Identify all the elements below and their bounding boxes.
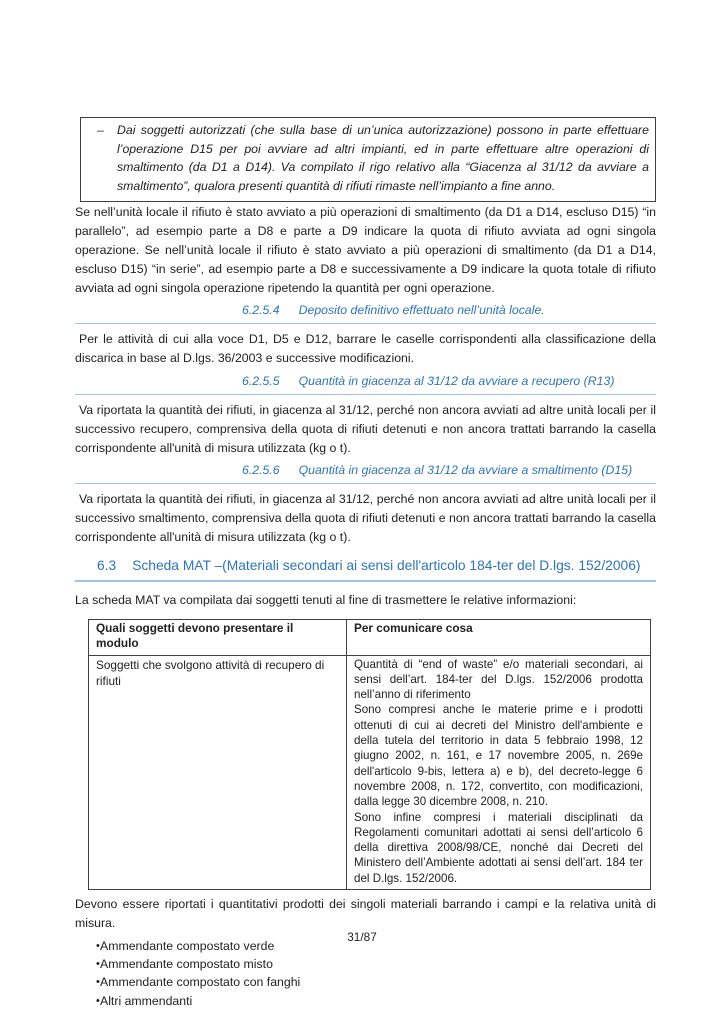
bullet-icon: • <box>96 957 100 970</box>
paragraph-deposito-definitivo: Per le attività di cui alla voce D1, D5 e D12, barrare le caselle corrispondenti alla classificazione della discarica in base al D.lgs. 36/2003 e successive modificazioni. <box>75 332 656 366</box>
list-item-label: Ammendante compostato misto <box>100 956 273 971</box>
what-paragraph-infine: Sono infine compresi i materiali disciplinati da Regolamenti comunitari adottati ai sensi dell’articolo 6 della direttiva 2008/98/CE, nonché dai Decreti del Ministero dell’Ambiente adottati ai sensi dell’art. 184 ter del D.lgs. 152/2006. <box>354 810 643 885</box>
heading-title: Quantità in giacenza al 31/12 da avviare a smaltimento (D15) <box>298 463 633 478</box>
bullet-icon: • <box>96 976 100 989</box>
heading-6-2-5-6 <box>75 462 656 484</box>
heading-6-2-5-4 <box>75 302 656 324</box>
heading-6-2-5-5 <box>75 373 656 395</box>
heading-title: Deposito definitivo effettuato nell’unità locale. <box>298 303 545 318</box>
note-box-text: Dai soggetti autorizzati (che sulla base di un’unica autorizzazione) possono in parte effettuare l’operazione D15 per poi avviare ad altri impianti, ed in parte effettuare altre operazioni di smaltimento (da D1 a D14). Va compilato il rigo relativo alla “Giacenza al 31/12 da avviare a smaltimento”, qualora presenti quantità di rifiuti rimaste nell’impianto a fine anno. <box>117 123 649 193</box>
table-header-soggetti: Quali soggetti devono presentare il modulo <box>89 619 347 655</box>
heading-number: 6.2.5.6 <box>242 463 280 478</box>
paragraph-scheda-mat-intro: La scheda MAT va compilata dai soggetti tenuti al fine di trasmettere le relative informazioni: <box>75 592 577 607</box>
page-number: 31/87 <box>347 930 377 944</box>
page-content <box>75 117 656 1010</box>
heading-title: Scheda MAT –(Materiali secondari ai sensi dell'articolo 184-ter del D.lgs. 152/2006) <box>132 557 641 573</box>
list-item-label: Altri ammendanti <box>100 993 193 1008</box>
paragraph-smaltimento-operazioni: Se nell’unità locale il rifiuto è stato avviato a più operazioni di smaltimento (da D1 a D14, escluso D15) “in parallelo”, ad esempio parte a D8 e parte a D9 indicare la quota di rifiuto avviata ad ogni singola operazione. Se nell’unità locale il rifiuto è stato avviato a più operazioni di smaltimento (da D1 a D14, escluso D15) “in serie”, ad esempio parte a D8 e successivamente a D9 indicare la quota totale di rifiuto avviata ad ogni singola operazione ripetendo la quantità per ogni operazione. <box>75 205 656 295</box>
list-item-compostato-fanghi <box>75 973 656 991</box>
list-item-label: Ammendante compostato verde <box>100 938 275 953</box>
heading-title: Quantità in giacenza al 31/12 da avviare a recupero (R13) <box>298 373 615 388</box>
heading-number: 6.2.5.5 <box>242 373 280 388</box>
table-header-row <box>89 619 651 655</box>
list-item-compostato-misto <box>75 955 656 973</box>
materials-list <box>75 937 656 1011</box>
bullet-icon: • <box>96 994 100 1007</box>
heading-number: 6.2.5.4 <box>242 303 280 318</box>
paragraph-giacenza-smaltimento: Va riportata la quantità dei rifiuti, in giacenza al 31/12, perché non ancora avviati ad altre unità locali per il successivo smaltimento, comprensiva della quota di rifiuti detenuti e non ancora trattati barrando la casella corrispondente all'unità di misura utilizzata (kg o t). <box>75 492 656 544</box>
cell-soggetti: Soggetti che svolgono attività di recupero di rifiuti <box>89 655 347 889</box>
paragraph-giacenza-recupero: Va riportata la quantità dei rifiuti, in giacenza al 31/12, perché non ancora avviati ad altre unità locali per il successivo recupero, comprensiva della quota di rifiuti detenuti e non ancora trattati barrando la casella corrispondente all'unità di misura utilizzata (kg o t). <box>75 402 656 455</box>
what-paragraph-quantita: Quantità di “end of waste” e/o materiali secondari, ai sensi dell’art. 184-ter del D.lgs. 152/2006 prodotta nell’anno di riferimento <box>354 657 643 702</box>
bullet-icon: • <box>96 939 100 952</box>
cell-comunicare <box>347 655 651 889</box>
table-row <box>89 655 651 889</box>
heading-number: 6.3 <box>97 557 117 573</box>
list-item-label: Ammendante compostato con fanghi <box>100 975 301 990</box>
heading-6-3-scheda-mat <box>75 557 656 582</box>
list-item-altri-ammendanti <box>75 992 656 1010</box>
paragraph-quantitativi: Devono essere riportati i quantitativi prodotti dei singoli materiali barrando i campi e la relativa unità di misura. <box>75 896 656 930</box>
what-paragraph-compresi: Sono compresi anche le materie prime e i prodotti ottenuti di cui ai decreti del Ministro dell'ambiente e della tutela del territorio in data 5 febbraio 1998, 12 giugno 2002, n. 161, e 17 novembre 2005, n. 269e dell'articolo 9-bis, lettera a) e b), del decreto-legge 6 novembre 2008, n. 172, convertito, con modificazioni, dalla legge 30 dicembre 2008, n. 210. <box>354 703 643 809</box>
note-box <box>80 117 656 202</box>
mat-table <box>88 619 651 890</box>
table-header-comunicare: Per comunicare cosa <box>347 619 651 655</box>
dash-bullet: – <box>97 123 104 137</box>
